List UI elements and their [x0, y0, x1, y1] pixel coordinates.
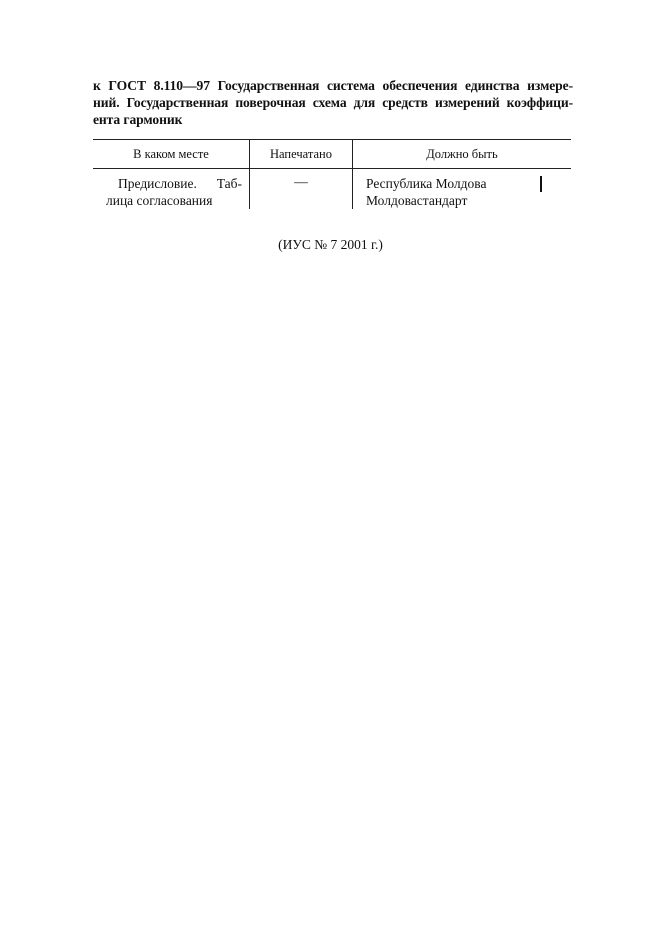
heading-line-1: к ГОСТ 8.110—97 Государственная система обеспечения единства измере-: [93, 78, 573, 93]
should-be-line-2: Молдовастандарт: [366, 193, 468, 208]
table-top-rule: [93, 139, 571, 140]
table-header-rule: [93, 168, 571, 169]
column-header-printed: Напечатано: [270, 147, 332, 161]
table-cell-printed: —: [294, 174, 308, 189]
place-line-1: Предисловие. Таб-: [118, 176, 242, 191]
revision-bar-mark: [540, 176, 542, 192]
heading-line-2: ний. Государственная поверочная схема для средств измерений коэффици-: [93, 95, 573, 110]
column-header-should-be: Должно быть: [426, 147, 498, 161]
place-line-2: лица согласования: [106, 193, 213, 208]
should-be-line-1: Республика Молдова: [366, 176, 487, 191]
source-reference: (ИУС № 7 2001 г.): [278, 237, 383, 252]
column-header-place: В каком месте: [133, 147, 209, 161]
heading-line-3: ента гармоник: [93, 112, 183, 127]
amendment-heading: [93, 77, 573, 128]
table-cell-should-be: [366, 175, 526, 209]
table-cell-place: [106, 175, 242, 209]
